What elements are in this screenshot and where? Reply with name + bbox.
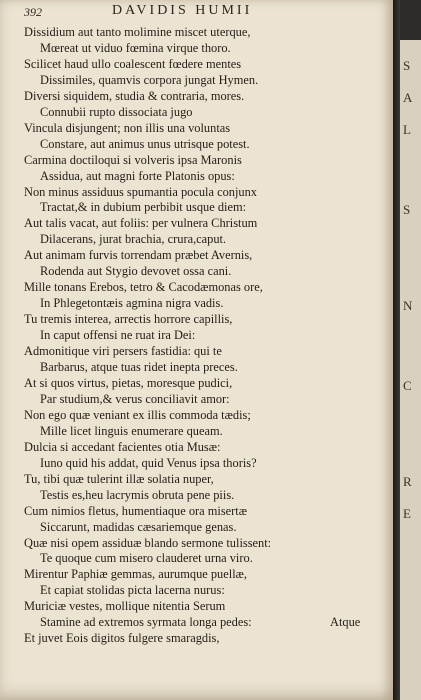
- poem-line: Vincula disjungent; non illis una voluntas: [24, 120, 231, 135]
- facing-page-letter: S: [403, 58, 411, 73]
- poem-line: Tu tremis interea, arrectis horrore capillis,: [24, 312, 233, 327]
- poem-line: Mœreat ut viduo fœmina virque thoro.: [40, 40, 231, 55]
- poem-line: Iuno quid his addat, quid Venus ipsa thoris?: [40, 455, 257, 470]
- poem-line: Stamine ad extremos syrmata longa pedes:: [40, 615, 252, 630]
- poem-line: Te quoque cum misero clauderet urna viro.: [40, 551, 253, 566]
- poem-line: Non ego quæ veniant ex illis commoda tædis;: [24, 407, 251, 422]
- poem-line: Tractat,& in dubium perbibit usque diem:: [40, 200, 247, 215]
- poem-line: Mille tonans Erebos, tetro & Cacodæmonas ore,: [24, 280, 263, 295]
- page-number: 392: [24, 5, 42, 19]
- poem-line: Connubii rupto dissociata jugo: [40, 104, 193, 119]
- facing-page-letter: A: [403, 90, 413, 105]
- poem-line: Barbarus, atque tuas ridet inepta preces.: [40, 360, 238, 375]
- poem-line: Et juvet Eois digitos fulgere smaragdis,: [24, 631, 220, 646]
- poem-line: Aut animam furvis torrendam præbet Avernis,: [24, 248, 253, 263]
- poem-line: Tu, tibi quæ tulerint illæ solatia nuper,: [24, 471, 214, 486]
- poem-line: Dissimiles, quamvis corpora jungat Hymen.: [40, 72, 259, 87]
- facing-page-letter: R: [403, 474, 412, 489]
- facing-page-letter: E: [403, 506, 411, 521]
- poem-line: Diversi siquidem, studia & contraria, mores.: [24, 88, 245, 103]
- poem-line: Mirentur Paphiæ gemmas, aurumque puellæ,: [24, 567, 247, 582]
- facing-page-letter: L: [403, 122, 411, 137]
- facing-page-letter: S: [403, 202, 411, 217]
- poem-line: Carmina doctiloqui si volveris ipsa Maronis: [24, 152, 242, 167]
- poem-line: Assidua, aut magni forte Platonis opus:: [40, 168, 235, 183]
- poem-line: Dulcia si accedant facientes otia Musæ:: [24, 439, 221, 454]
- book-gutter: [393, 0, 400, 700]
- poem-line: In caput offensi ne ruat ira Dei:: [40, 328, 196, 343]
- poem-line: Admonitique viri persers fastidia: qui te: [24, 344, 222, 359]
- poem-line: Quæ nisi opem assiduæ blando sermone tulissent:: [24, 535, 272, 550]
- poem-line: Scilicet haud ullo coalescent fœdere mentes: [24, 56, 242, 71]
- poem-line: Non minus assiduus spumantia pocula conjunx: [24, 184, 257, 199]
- facing-page-letter: N: [403, 298, 413, 313]
- facing-page-edge: [400, 40, 421, 700]
- poem-line: Muriciæ vestes, mollique nitentia Serum: [24, 599, 226, 614]
- poem-line: In Phlegetontæis agmina nigra vadis.: [40, 296, 224, 311]
- poem-line: Constare, aut animus unus utrisque potest.: [40, 136, 250, 151]
- poem-line: Rodenda aut Stygio devovet ossa cani.: [40, 264, 232, 279]
- poem-line: Testis es,heu lacrymis obruta pene piis.: [40, 487, 235, 502]
- poem-line: Mille licet linguis enumerare queam.: [40, 423, 223, 438]
- poem-line: Et capiat stolidas picta lacerna nurus:: [40, 583, 225, 598]
- poem-line: Siccarunt, madidas cæsariemque genas.: [40, 519, 237, 534]
- page-header: [24, 3, 374, 23]
- poem-line: Dilacerans, jurat brachia, crura,caput.: [40, 232, 227, 247]
- running-head: DAVIDIS HUMII: [112, 3, 253, 18]
- poem-line: Cum nimios fletus, humentiaque ora misertæ: [24, 503, 248, 518]
- facing-page-letter: C: [403, 378, 412, 393]
- catchword: Atque: [330, 615, 361, 629]
- poem-line: Aut talis vacat, aut foliis: per vulnera Christum: [24, 216, 258, 231]
- poem-line: Dissidium aut tanto molimine miscet uterque,: [24, 25, 251, 39]
- poem-line: At si quos virtus, pietas, moresque pudici,: [24, 375, 233, 390]
- poem-line: Par studium,& verus conciliavit amor:: [40, 391, 230, 406]
- poem-text: [24, 25, 379, 647]
